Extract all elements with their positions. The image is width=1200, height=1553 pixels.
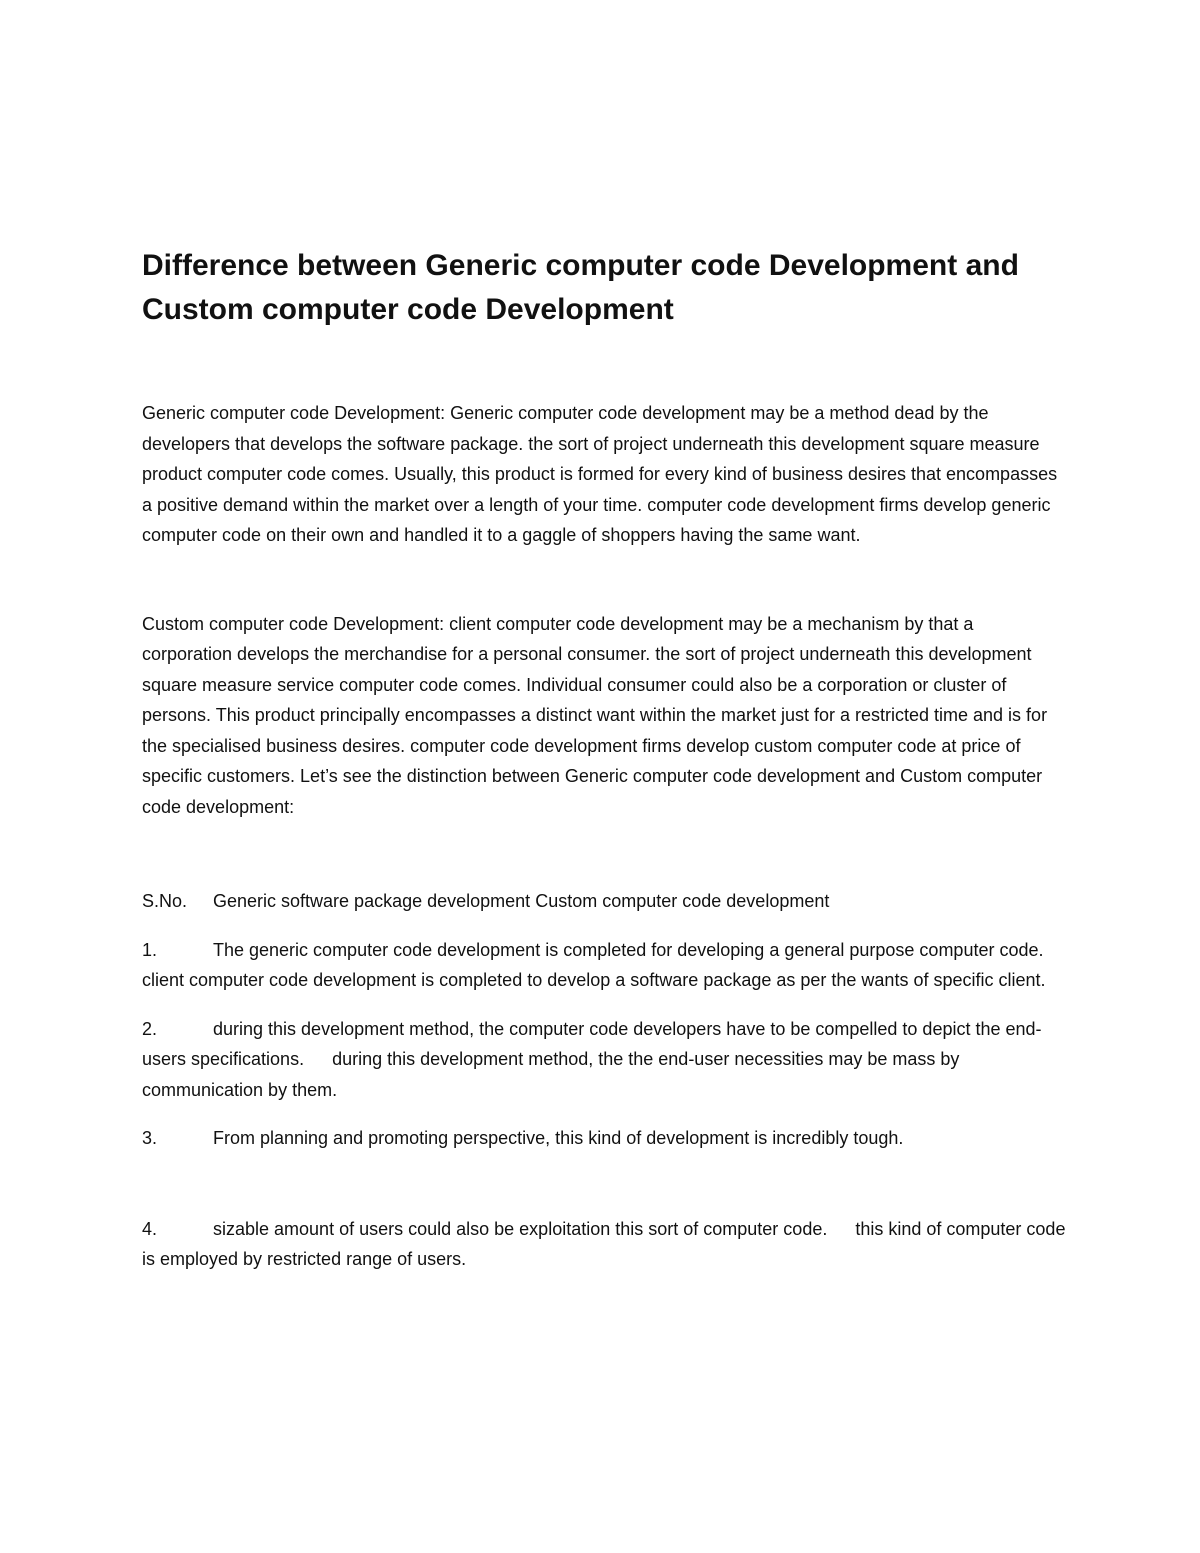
- document-title: Difference between Generic computer code Development and Custom computer code Development: [142, 249, 1019, 326]
- comparison-row: [142, 1214, 1067, 1275]
- row-number: 2.: [142, 1018, 158, 1039]
- document-body: [142, 244, 1067, 1275]
- row-generic-cell: during this development method, the computer code developers have to be compelled to depict the end-users specifications.: [142, 1018, 1042, 1069]
- comparison-table-header: [142, 886, 1067, 917]
- row-number: 3.: [142, 1128, 158, 1148]
- row-number: 1.: [142, 939, 158, 960]
- row-generic-cell: From planning and promoting perspective, this kind of development is incredibly tough.: [213, 1128, 904, 1148]
- row-custom-cell: client computer code development is completed to develop a software package as per the wants of specific client.: [142, 970, 1046, 990]
- row-generic-cell: The generic computer code development is completed for developing a general purpose computer code.: [213, 939, 1044, 960]
- generic-development-paragraph: Generic computer code Development: Generic computer code development may be a method dead by the developers that develops the software package. the sort of project underneath this development square measure product computer code comes. Usually, this product is formed for every kind of business desires that encompasses a positive demand within the market over a length of your time. computer code development firms develop generic computer code on their own and handled it to a gaggle of shoppers having the same want.: [142, 403, 1058, 545]
- sno-header: S.No.: [142, 891, 188, 911]
- row-generic-cell: sizable amount of users could also be exploitation this sort of computer code.: [213, 1218, 828, 1239]
- comparison-row: [142, 935, 1067, 996]
- row-number: 4.: [142, 1218, 158, 1239]
- row-custom-cell: this kind of computer code is employed by restricted range of users.: [142, 1218, 1066, 1269]
- comparison-row: [142, 1014, 1067, 1106]
- generic-column-header: Generic software package development: [213, 891, 531, 911]
- row-custom-cell: during this development method, the the end-user necessities may be mass by communication by them.: [142, 1049, 960, 1100]
- custom-column-header: Custom computer code development: [535, 891, 830, 911]
- custom-development-paragraph: Custom computer code Development: client computer code development may be a mechanism by that a corporation develops the merchandise for a personal consumer. the sort of project underneath this development square measure service computer code comes. Individual consumer could also be a corporation or cluster of persons. This product principally encompasses a distinct want within the market just for a restricted time and is for the specialised business desires. computer code development firms develop custom computer code at price of specific customers. Let’s see the distinction between Generic computer code development and Custom computer code development:: [142, 613, 1048, 817]
- comparison-row: [142, 1123, 1067, 1154]
